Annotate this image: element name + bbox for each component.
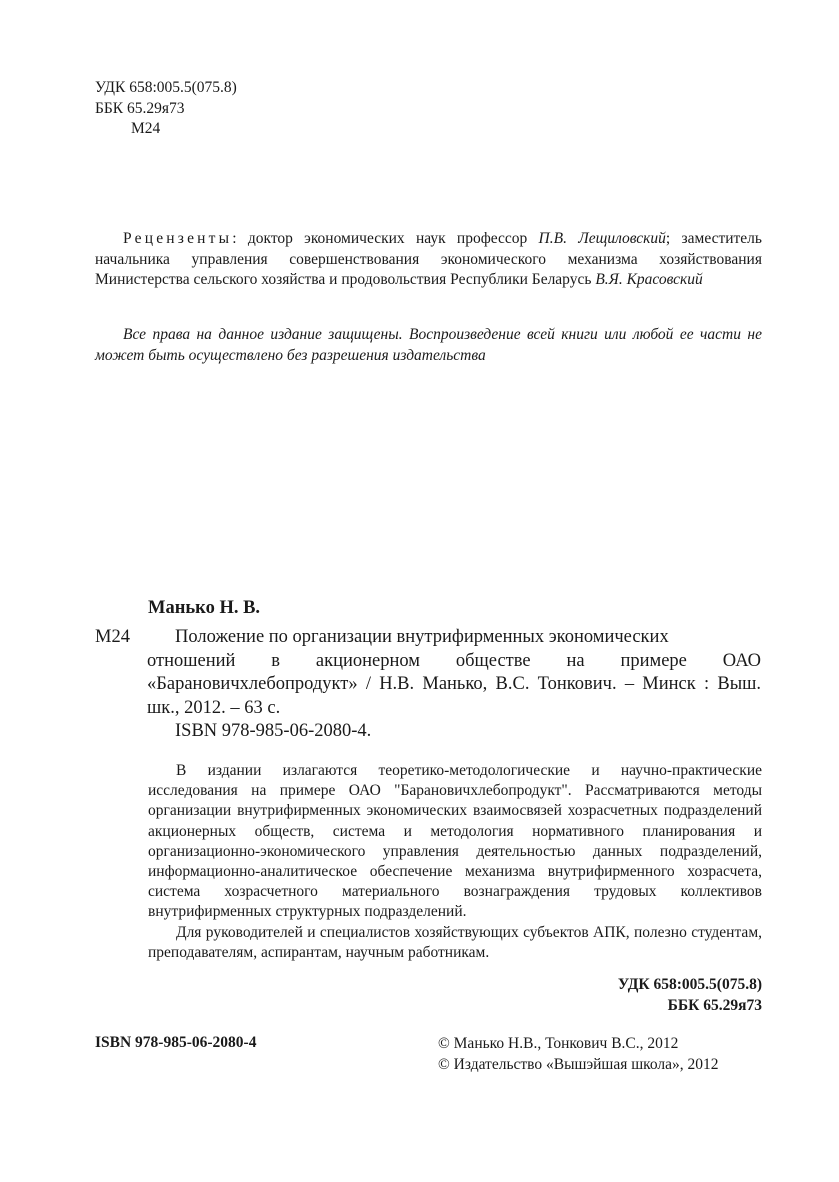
abstract-paragraph-1: В издании излагаются теоретико-методологические и научно-практические исследования на примере ОАО "Барановичхлебопродукт". Рассматриваются методы организации внутрифирменных экономических взаимосвязей хозрасчетных подразделений акционерных обществ, система и методология нормативного планирования и организационно-экономического управления деятельностью данных подразделений, информационно-аналитическое обеспечение механизма внутрифирменного хозрасчета, система хозрасчетного материального вознаграждения трудовых коллективов внутрифирменных структурных подразделений.: [148, 762, 762, 921]
author-mark: М24: [131, 120, 161, 137]
bibliography-mark: М24: [95, 627, 130, 647]
author-heading: Манько Н. В.: [148, 598, 261, 618]
reviewer-name-1: П.В. Лещиловский: [538, 230, 666, 247]
reviewer-name-2: В.Я. Красовский: [595, 271, 703, 288]
reviewers-text-2: ; заместитель начальника управления совершенствования экономического механизма хозяйствования Министерства сельского хозяйства и продовольствия Республики Беларусь: [95, 230, 762, 288]
rights-notice: Все права на данное издание защищены. Воспроизведение всей книги или любой ее части не может быть осуществлено без разрешения издательства: [95, 326, 762, 364]
reviewers-label: Рецензенты: [123, 230, 233, 247]
bibliographic-description: [147, 626, 761, 720]
copyright-block: [438, 1034, 719, 1075]
bibliography-isbn: ISBN 978-985-06-2080-4.: [175, 721, 372, 741]
udk-code: УДК 658:005.5(075.8): [95, 79, 237, 96]
abstract-paragraph-2: Для руководителей и специалистов хозяйствующих субъектов АПК, полезно студентам, преподавателям, аспирантам, научным работникам.: [148, 923, 762, 961]
bbk-code: ББК 65.29я73: [95, 99, 185, 117]
abstract: [148, 761, 762, 963]
copyright-authors: © Манько Н.В., Тонкович В.С., 2012: [438, 1035, 679, 1052]
classification-footer: [618, 975, 762, 1016]
footer-bbk-code: ББК 65.29я73: [667, 996, 762, 1014]
footer-isbn: ISBN 978-985-06-2080-4: [95, 1034, 257, 1051]
bibliographic-description-rest: отношений в акционерном обществе на примере ОАО «Барановичхлебопродукт» / Н.В. Манько, В.С. Тонкович. – Минск : Выш. шк., 2012. – 63 с.: [147, 650, 761, 718]
copyright-publisher: © Издательство «Вышэйшая школа», 2012: [438, 1055, 719, 1073]
reviewers-text-1: : доктор экономических наук профессор: [232, 230, 539, 247]
reviewers-paragraph: [95, 229, 762, 291]
classification-header: [95, 78, 237, 140]
footer-udk-code: УДК 658:005.5(075.8): [617, 976, 762, 993]
bibliographic-description-first: Положение по организации внутрифирменных экономических: [175, 627, 669, 647]
